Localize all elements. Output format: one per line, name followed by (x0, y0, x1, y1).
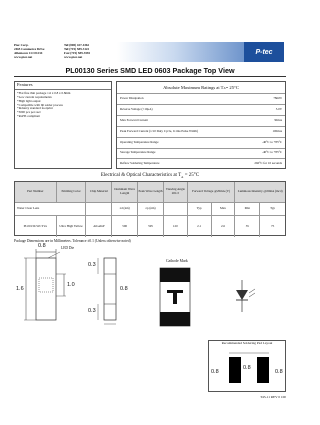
bottom-view-drawing (140, 259, 220, 328)
brand-logo (244, 42, 284, 62)
col-header: Luminous Intensity @20mA (mcd) (237, 189, 283, 194)
feature-item: *RoHS compliant (17, 114, 40, 119)
col-header: Peak Wave Length (138, 182, 164, 202)
dim-terminal: 0.3 (88, 262, 96, 268)
subheader-cell (164, 203, 188, 215)
top-view-drawing (14, 243, 84, 326)
rating-row: Reverse Voltage (<10μA) 5.0V (117, 104, 285, 115)
dominant-wl-cell: 590 (112, 216, 138, 237)
company-web: www.ptec.net (14, 54, 33, 59)
pad-dim: 0.8 (243, 365, 251, 371)
pad-dim: 0.8 (211, 369, 219, 375)
features-heading: Features (15, 82, 111, 90)
features-panel (14, 81, 112, 169)
fax-line: Fax:(719) 589-3592 (64, 50, 91, 55)
dim-length: 1.6 (16, 286, 24, 292)
lens-label: Water Clear Lens (15, 203, 86, 215)
viewing-angle-cell: 120 (164, 216, 188, 237)
ratings-table (116, 81, 286, 169)
led-die-label: LED Die (61, 246, 75, 250)
pad-dim: 0.8 (275, 369, 283, 375)
iv-min-cell: 35 (235, 216, 260, 237)
electrical-table (14, 181, 286, 236)
electrical-subheader-row (15, 203, 285, 216)
package-caption: Package Dimensions are in Millimeters. Tolerance ±0.1 (Unless otherwise noted) (14, 239, 131, 243)
col-header: Chip Material (86, 182, 112, 202)
rating-row: Peak Forward Current (1/10 Duty Cycle, 0.1ms Pulse Width) 100mA (117, 126, 285, 137)
feature-item: *3000 pcs per reel (17, 110, 41, 115)
cathode-label: Cathode Mark (166, 259, 188, 263)
rating-row: Storage Temperature Range -40°C to +85°C (117, 148, 285, 159)
feature-item: *Flat fine thin package 1.6 x 0.8 x 0.8mm (17, 90, 71, 95)
rating-row: Reflow Soldering Temperature 260°C for 10 seconds (117, 158, 285, 169)
col-header: Emitting Color (57, 182, 87, 202)
subheader-cell: Min (235, 203, 260, 215)
company-street: 2465 Commerce Drive (14, 46, 45, 51)
led-symbol-icon (230, 280, 260, 316)
material-cell: AlGaInP (86, 216, 112, 237)
web-line: www.ptec.net (64, 54, 83, 59)
feature-item: *Compatible with IR solder process (17, 102, 63, 107)
phone-line: Tel:(719) 589-3122 (64, 46, 90, 51)
header-band (117, 42, 244, 62)
col-header: Forward Voltage @20mA (V) (188, 182, 236, 202)
electrical-heading: Electrical & Optical Characteristics at $T_A = 25^\circ C$ (100, 173, 200, 179)
company-info (14, 44, 62, 60)
dim-width: 0.8 (38, 243, 46, 249)
company-city: Allentown CO 01234 (14, 50, 43, 55)
table-row (15, 216, 285, 237)
side-view-drawing (88, 252, 132, 326)
part-number-cell: PL00130-WCYxx (15, 216, 57, 237)
color-cell: Ultra High Yellow (57, 216, 87, 237)
col-header: Dominant Wave Length (112, 182, 138, 202)
dim-die: 1.0 (67, 282, 75, 288)
subheader-cell: Typ (188, 203, 212, 215)
logo-text: P-tec (255, 48, 273, 56)
company-name: Ptec Corp. (14, 43, 29, 47)
vf-max-cell: 2.6 (212, 216, 236, 237)
ratings-heading: Absolute Maximum Ratings at T A = 25°C (163, 85, 239, 90)
dim-terminal: 0.3 (88, 308, 96, 314)
feature-item: *Industry standard footprint (17, 106, 53, 111)
pad-layout-heading: Recommended Soldering Pad Layout (221, 341, 273, 345)
peak-wl-cell: 595 (138, 216, 164, 237)
page-title: PL00130 Series SMD LED 0603 Package Top View (65, 66, 235, 75)
dim-height: 0.8 (120, 286, 128, 292)
subheader-cell: Typ (270, 206, 276, 211)
footer-revision: T45-11 REV 0 100 (260, 395, 286, 399)
pad-layout-panel (208, 340, 286, 392)
vf-typ-cell: 2.1 (188, 216, 212, 237)
subheader-cell: λp (nm) (138, 203, 164, 215)
feature-item: *Low current requirements (17, 94, 52, 99)
col-header: Part Number (15, 182, 57, 202)
col-header: Viewing Angle 2θ1/2 (164, 182, 188, 202)
feature-item: *High light output (17, 98, 41, 103)
contact-info (64, 44, 116, 60)
iv-typ-cell: 75 (271, 223, 275, 228)
title-rule (14, 76, 286, 77)
subheader-cell: λd (nm) (112, 203, 138, 215)
rating-row: Operating Temperature Range -40°C to +85°C (117, 137, 285, 148)
rating-row: Power Dissipation 78mW (117, 93, 285, 104)
rating-row: Max Forward Current 30mA (117, 115, 285, 126)
subheader-cell: Max (212, 203, 236, 215)
led-symbol (230, 280, 260, 316)
electrical-header-row (15, 182, 285, 203)
subheader-cell (86, 203, 112, 215)
bottom-view-svg (140, 264, 220, 328)
phone-line: Tel:(800) 427-4362 (64, 43, 90, 47)
